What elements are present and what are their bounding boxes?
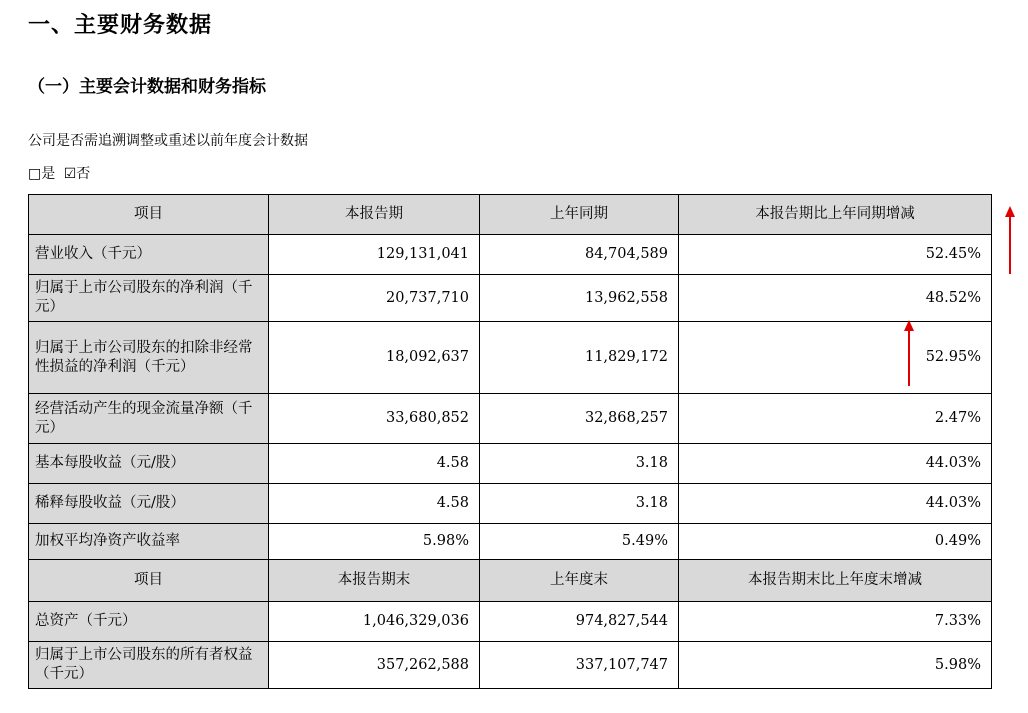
- table-cell: 52.45%: [679, 235, 992, 275]
- table-cell: 11,829,172: [480, 322, 679, 394]
- table-cell: 1,046,329,036: [269, 602, 480, 642]
- column-header: 本报告期末比上年度末增减: [679, 560, 992, 602]
- restatement-question: 公司是否需追溯调整或重述以前年度会计数据: [28, 133, 308, 149]
- column-header: 本报告期比上年同期增减: [679, 195, 992, 235]
- table-row: [29, 524, 992, 560]
- row-label: 总资产（千元）: [29, 602, 269, 642]
- column-header: 上年同期: [480, 195, 679, 235]
- table-cell: 3.18: [480, 484, 679, 524]
- up-arrow-icon: [1000, 206, 1020, 276]
- financial-data-table: [28, 194, 992, 689]
- row-label: 加权平均净资产收益率: [29, 524, 269, 560]
- table-cell: 32,868,257: [480, 394, 679, 444]
- table-cell: 33,680,852: [269, 394, 480, 444]
- column-header: 项目: [29, 560, 269, 602]
- column-header: 本报告期: [269, 195, 480, 235]
- table-cell: 52.95%: [679, 322, 992, 394]
- row-label: 营业收入（千元）: [29, 235, 269, 275]
- table-cell: 44.03%: [679, 444, 992, 484]
- row-label: 归属于上市公司股东的净利润（千元）: [29, 275, 269, 322]
- table-cell: 84,704,589: [480, 235, 679, 275]
- table-row: [29, 235, 992, 275]
- table-cell: 2.47%: [679, 394, 992, 444]
- table-cell: 48.52%: [679, 275, 992, 322]
- table-row: [29, 394, 992, 444]
- section-heading: 一、主要财务数据: [28, 13, 213, 38]
- table-cell: 0.49%: [679, 524, 992, 560]
- subsection-heading: （一）主要会计数据和财务指标: [28, 77, 266, 97]
- table-row: [29, 444, 992, 484]
- table-row: [29, 322, 992, 394]
- table-cell: 13,962,558: [480, 275, 679, 322]
- row-label: 稀释每股收益（元/股）: [29, 484, 269, 524]
- table-cell: 974,827,544: [480, 602, 679, 642]
- table-row: [29, 642, 992, 689]
- row-label: 经营活动产生的现金流量净额（千元）: [29, 394, 269, 444]
- row-label: 归属于上市公司股东的扣除非经常性损益的净利润（千元）: [29, 322, 269, 394]
- table-cell: 3.18: [480, 444, 679, 484]
- option-yes: □是: [28, 166, 56, 182]
- table-cell: 18,092,637: [269, 322, 480, 394]
- table-cell: 129,131,041: [269, 235, 480, 275]
- table-cell: 4.58: [269, 444, 480, 484]
- restatement-options: [28, 163, 94, 183]
- table-cell: 337,107,747: [480, 642, 679, 689]
- table-cell: 20,737,710: [269, 275, 480, 322]
- table-row: [29, 484, 992, 524]
- table-row: [29, 275, 992, 322]
- table-cell: 44.03%: [679, 484, 992, 524]
- table-row: [29, 602, 992, 642]
- table-cell: 5.49%: [480, 524, 679, 560]
- option-no-checked: ☑否: [63, 166, 91, 182]
- column-header: 项目: [29, 195, 269, 235]
- table-cell: 5.98%: [269, 524, 480, 560]
- table-cell: 4.58: [269, 484, 480, 524]
- table-cell: 7.33%: [679, 602, 992, 642]
- column-header: 本报告期末: [269, 560, 480, 602]
- table-header-row: [29, 195, 992, 235]
- column-header: 上年度末: [480, 560, 679, 602]
- table-cell: 5.98%: [679, 642, 992, 689]
- row-label: 归属于上市公司股东的所有者权益（千元）: [29, 642, 269, 689]
- up-arrow-icon: [899, 320, 919, 388]
- table-header-row: [29, 560, 992, 602]
- table-cell: 357,262,588: [269, 642, 480, 689]
- row-label: 基本每股收益（元/股）: [29, 444, 269, 484]
